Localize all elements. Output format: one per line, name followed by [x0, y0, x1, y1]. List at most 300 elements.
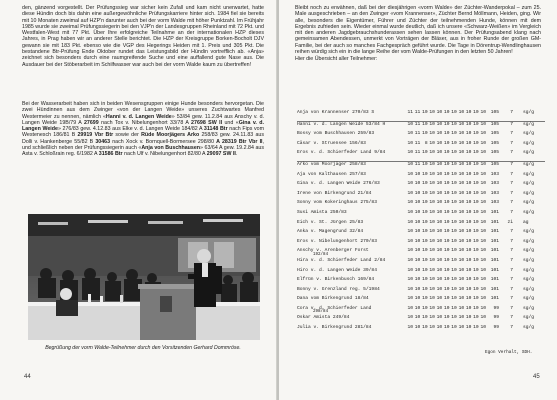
grade-cell: sg/g	[523, 296, 535, 302]
total-cell: 103	[490, 171, 499, 177]
score-cell: 10	[443, 248, 450, 254]
participant-name: Oskar Amista 249/84	[297, 315, 350, 321]
total-cell: 105	[490, 150, 499, 156]
table-row	[297, 150, 545, 160]
score-cell: 10	[465, 286, 472, 292]
prize-cell: 7	[510, 161, 513, 167]
score-cell: 10	[443, 286, 450, 292]
score-cell: 10	[422, 131, 428, 137]
total-cell: 101	[490, 296, 499, 302]
score-cell: 10	[422, 315, 428, 321]
total-cell: 105	[490, 161, 499, 167]
prize-cell: 7	[510, 286, 513, 292]
table-row	[297, 181, 545, 191]
score-cell: 10	[443, 140, 450, 146]
score-cell: 10	[480, 161, 486, 167]
score-cell: 10	[422, 150, 428, 156]
total-cell: 103	[490, 190, 499, 196]
prize-cell: 7	[510, 267, 513, 273]
score-cell: 10	[473, 229, 479, 235]
score-cell: 10	[458, 209, 465, 215]
score-cell: 10	[465, 277, 472, 283]
score-cell: 10	[451, 257, 457, 263]
text-span: » 53/84 gew. 11.2.84 aus Anschy v. d. Langen Weide 19B/79 A	[22, 113, 264, 126]
score-cell: 10	[436, 229, 443, 235]
total-cell: 99	[493, 315, 499, 321]
score-cell: 10	[465, 248, 472, 254]
prize-cell: zi	[507, 219, 513, 225]
score-cell: 10	[436, 181, 443, 187]
grade-cell: sg/g	[523, 200, 535, 206]
score-cell: 10	[436, 286, 443, 292]
score-cell: 10	[458, 200, 465, 206]
total-cell: 101	[490, 229, 499, 235]
score-cell: 10	[436, 161, 443, 167]
table-row	[297, 239, 545, 249]
score-cell: 10	[465, 171, 472, 177]
reg-number: 29097 SW II	[206, 151, 236, 158]
table-row	[297, 268, 545, 278]
score-cell: 10	[429, 296, 435, 302]
table-row	[297, 141, 545, 151]
score-cell: 10	[422, 190, 428, 196]
score-cell: 10	[422, 171, 428, 177]
score-cell: 10	[480, 267, 486, 273]
score-cell: 10	[422, 209, 428, 215]
reg-number: 29919 Vbr Btr	[77, 132, 114, 139]
participant-reg: 192/84	[313, 252, 329, 257]
grade-cell: sg/g	[523, 305, 535, 311]
table-row	[297, 277, 545, 287]
prize-cell: 7	[510, 121, 513, 127]
score-cell: 10	[429, 131, 435, 137]
score-cell: 10	[443, 277, 450, 283]
score-cell: 10	[458, 121, 465, 127]
score-cell: 10	[436, 248, 443, 254]
score-cell: 10	[473, 248, 479, 254]
participant-name: Anschy v. Arenberger Forst	[297, 248, 369, 254]
table-row	[297, 315, 545, 325]
photo-image	[28, 214, 260, 340]
grade-cell: sg/g	[523, 248, 535, 254]
participant-name: Dana vom Birkengrund 18/84	[297, 296, 369, 302]
score-cell: 10	[465, 131, 472, 137]
score-cell: 10	[473, 267, 479, 273]
prize-cell: 7	[510, 190, 513, 196]
score-cell: 10	[422, 248, 428, 254]
score-cell: 10	[429, 315, 435, 321]
author-signature: Egon Verhalt, SDH.	[485, 350, 533, 355]
score-cell: 10	[465, 325, 472, 331]
participant-name: Eich v. St. Jürgen 25/83	[297, 219, 364, 225]
score-cell: 10	[436, 296, 443, 302]
text-span: nach Ulf v. Nibelungenhort 82/80 A	[122, 151, 207, 158]
score-cell: 10	[414, 267, 421, 273]
grade-cell: sg/g	[523, 171, 535, 177]
grade-cell: sg/g	[523, 325, 535, 331]
paragraph-water-work	[22, 101, 264, 158]
score-cell: 10	[422, 257, 428, 263]
score-cell: 10	[436, 171, 443, 177]
score-cell: 10	[414, 257, 421, 263]
grade-cell: sg/g	[523, 267, 535, 273]
table-row	[297, 191, 545, 201]
score-cell: 10	[480, 181, 486, 187]
prize-cell: 7	[510, 248, 513, 254]
score-cell: 10	[480, 315, 486, 321]
paragraph-prize-winner: den, gänzend vorgestellt. Der Prüfungssieg war sicher kein Zufall und kam nicht unerwartet, hatte diese Hündin doch bis dahin eine außergewöhnliche Prüfungskarriere hinter sich. 1984 fiel sie bereits mit 10 Monaten zweimal auf HZP'n darunter auch bei der vorm Walde mit höher Punktzahl. Im Frühjahr 1985 wurde sie zweimal Prüfungssiegerin bei den VJP'n der Landesgruppen Rheinland mit 72 Pkt. und Westfalen-West mit 77 Pkt. Über Ihre erfolgreiche Teilnahme an der internationalen HZP dieses Jahres, in Prag haben wir an anderer Stelle berichtet. Die HZP der Kreisgruppe Borken-Bocholt DJV gewann sie mit 183 Pkt. ebenso wie die VGP des Hegerings Heiden mit 1. Preis und 305 Pkt. Die bestandene Btr-Prüfung Ende Oktober rundet das Leistungsbild der Hündin vortrefflich ab. «Anja» zeichnet sich besonders durch eine raumgreifende Suche und eine auffallend gute Nase aus. Die Ausdauer bei der Stöberarbeit im Schilfwasser war auch bei der vorm Walde kaum zu übertreffen!	[22, 5, 264, 68]
score-cell: 10	[473, 171, 479, 177]
table-row	[297, 121, 545, 132]
table-row	[297, 161, 545, 172]
total-cell: 105	[490, 140, 499, 146]
score-cell: 10	[414, 229, 421, 235]
reg-number: A 28319 Btr Vbr II	[216, 138, 263, 145]
score-cell: 10	[422, 181, 428, 187]
participants-table	[297, 110, 545, 335]
score-cell: 10	[443, 229, 450, 235]
score-cell: 10	[465, 267, 472, 273]
score-cell: 10	[473, 150, 479, 156]
score-cell: 10	[473, 190, 479, 196]
text-span: » 63/64 A gew. 19.2.84 aus Asta v. Schloßrain reg. 6/1982 A	[22, 145, 264, 158]
grade-cell: sg/g	[523, 150, 535, 156]
score-cell: 10	[414, 296, 421, 302]
score-cell: 10	[443, 209, 450, 215]
score-cell: 10	[473, 315, 479, 321]
score-cell: 10	[458, 150, 465, 156]
prize-cell: 7	[510, 325, 513, 331]
score-cell: 10	[473, 181, 479, 187]
prize-cell: 7	[510, 277, 513, 283]
participant-name: Elfrün v. Birkenbusch 169/84	[297, 277, 375, 283]
score-cell: 10	[436, 219, 443, 225]
score-cell: 10	[458, 305, 465, 311]
total-cell: 101	[490, 257, 499, 263]
score-cell: 8	[424, 140, 428, 146]
score-cell: 10	[473, 110, 479, 115]
reg-number: 30463	[95, 138, 111, 145]
score-cell: 10	[443, 190, 450, 196]
text-span: 258/83 gew. 24.11.83 aus Dolli v. Hankenberge 55/82 B	[22, 132, 265, 145]
score-cell: 10	[451, 131, 457, 137]
photo-caption: Begrüßung der vorm Walde-Teilnehmer durch den Vorsitzenden Gerhard Dommröse.	[45, 345, 241, 351]
score-cell: 10	[407, 171, 413, 177]
score-cell: 10	[429, 248, 435, 254]
prize-cell: 7	[510, 150, 513, 156]
score-cell: 10	[451, 229, 457, 235]
dog-name: Hanni v. d. Langen Weide	[105, 113, 172, 120]
score-cell: 10	[443, 161, 450, 167]
score-cell: 10	[429, 267, 435, 273]
score-cell: 10	[480, 305, 486, 311]
right-page	[279, 0, 557, 400]
dog-name: Gina v. d. Langen Weide	[22, 119, 265, 133]
score-cell: 10	[407, 277, 413, 283]
grade-cell: sg/g	[523, 277, 535, 283]
participant-name: Julia v. Birkengrund 281/84	[297, 325, 372, 331]
score-cell: 10	[422, 161, 428, 167]
score-cell: 10	[451, 161, 457, 167]
score-cell: 10	[414, 200, 421, 206]
water-work-text	[22, 101, 264, 158]
participant-name: Arko vom Moorjäger 258/83	[297, 161, 366, 167]
table-row	[297, 258, 545, 268]
score-cell: 10	[465, 140, 472, 146]
score-cell: 10	[407, 150, 413, 156]
score-cell: 10	[407, 296, 413, 302]
score-cell: 10	[473, 200, 479, 206]
reg-number: 27699	[83, 119, 99, 126]
score-cell: 10	[429, 286, 435, 292]
score-cell: 10	[480, 150, 486, 156]
score-cell: 10	[436, 277, 443, 283]
prize-cell: 7	[510, 238, 513, 244]
participant-name: Susi Amista 250/83	[297, 209, 347, 215]
score-cell: 10	[407, 257, 413, 263]
score-cell: 10	[458, 286, 465, 292]
table-row	[297, 325, 545, 335]
grade-cell: sg/g	[523, 286, 535, 292]
prize-cell: 7	[510, 110, 513, 115]
score-cell: 11	[407, 110, 413, 115]
score-cell: 10	[407, 140, 413, 146]
score-cell: 10	[480, 200, 486, 206]
score-cell: 10	[429, 171, 435, 177]
reg-number: 31148 Btr	[203, 126, 228, 133]
score-cell: 10	[465, 161, 472, 167]
score-cell: 10	[465, 219, 472, 225]
total-cell: 101	[490, 277, 499, 283]
score-cell: 10	[473, 219, 479, 225]
score-cell: 10	[429, 121, 435, 127]
score-cell: 10	[480, 286, 486, 292]
table-row	[297, 172, 545, 182]
table-row	[297, 210, 545, 220]
score-cell: 10	[451, 325, 457, 331]
score-cell: 10	[443, 315, 450, 321]
participant-name: Anka v. Magengrund 32/84	[297, 229, 364, 235]
score-cell: 10	[443, 305, 450, 311]
score-cell: 10	[443, 219, 450, 225]
prize-cell: 7	[510, 296, 513, 302]
score-cell: 10	[458, 325, 465, 331]
grade-cell: sg/g	[523, 257, 535, 263]
score-cell: 10	[436, 325, 443, 331]
score-cell: 10	[451, 110, 457, 115]
score-cell: 10	[429, 181, 435, 187]
score-cell: 10	[473, 286, 479, 292]
score-cell: 10	[429, 161, 435, 167]
score-cell: 10	[465, 200, 472, 206]
grade-cell: sg/g	[523, 209, 535, 215]
score-cell: 10	[407, 248, 413, 254]
score-cell: 10	[422, 229, 428, 235]
score-cell: 10	[451, 238, 457, 244]
score-cell: 10	[429, 200, 435, 206]
score-cell: 10	[473, 140, 479, 146]
score-cell: 10	[451, 200, 457, 206]
grade-cell: sg/g	[523, 140, 535, 146]
score-cell: 10	[443, 171, 450, 177]
table-row	[297, 200, 545, 210]
total-cell: 103	[490, 200, 499, 206]
score-cell: 10	[465, 257, 472, 263]
score-cell: 10	[451, 267, 457, 273]
participant-name: Eros v. Nibelungenhort 270/83	[297, 238, 377, 244]
score-cell: 10	[451, 140, 457, 146]
prize-cell: 7	[510, 171, 513, 177]
score-cell: 10	[443, 267, 450, 273]
score-cell: 10	[436, 315, 443, 321]
participant-name: Irene von Birkengrund 21/84	[297, 190, 372, 196]
grade-cell: sg/g	[523, 315, 535, 321]
score-cell: 10	[480, 248, 486, 254]
score-cell: 10	[443, 200, 450, 206]
score-cell: 10	[458, 296, 465, 302]
score-cell: 10	[480, 190, 486, 196]
event-photo	[28, 214, 260, 340]
intro-text	[22, 5, 264, 68]
score-cell: 10	[436, 110, 443, 115]
participant-reg: 298/84	[313, 310, 329, 315]
score-cell: 10	[414, 286, 421, 292]
score-cell: 10	[407, 229, 413, 235]
score-cell: 10	[480, 325, 486, 331]
score-cell: 10	[422, 200, 428, 206]
score-cell: 10	[451, 150, 457, 156]
score-cell: 10	[480, 238, 486, 244]
score-cell: 10	[443, 150, 450, 156]
grade-cell: sg/g	[523, 110, 535, 115]
score-cell: 10	[443, 110, 450, 115]
score-cell: 10	[465, 150, 472, 156]
score-cell: 10	[451, 209, 457, 215]
score-cell: 10	[480, 140, 486, 146]
text-span: Bei der Wasserarbeit haben sich in beiden Wesensgruppen einige Hunde besonders hervorgetan. Die zwei Hündinnen aus dem Zwinger «von der Langen Weide» unseres Zuchtwartes Manfred Westermeier zu nennen, nämlich «	[22, 101, 264, 120]
total-cell: 101	[490, 248, 499, 254]
grade-cell: ag	[523, 219, 529, 225]
prize-cell: 7	[510, 229, 513, 235]
score-cell: 10	[451, 315, 457, 321]
score-cell: 10	[451, 181, 457, 187]
participant-name: Anja von Krannenser 270/83 S	[297, 110, 375, 115]
prize-cell: 7	[510, 200, 513, 206]
text-span: und «	[222, 119, 239, 126]
score-cell: 10	[414, 181, 421, 187]
score-cell: 10	[407, 200, 413, 206]
grade-cell: sg/g	[523, 121, 535, 127]
score-cell: 10	[465, 238, 472, 244]
table-row	[297, 220, 545, 230]
score-cell: 10	[407, 181, 413, 187]
score-cell: 10	[407, 219, 413, 225]
total-cell: 101	[490, 267, 499, 273]
score-cell: 10	[443, 296, 450, 302]
participant-name: Sonny vom Kokeringhaus 275/83	[297, 200, 377, 206]
score-cell: 10	[451, 286, 457, 292]
score-cell: 10	[473, 257, 479, 263]
prize-cell: 7	[510, 181, 513, 187]
participant-name: Cäsar v. Struensee 156/83	[297, 140, 366, 146]
score-cell: 10	[407, 161, 413, 167]
grade-cell: sg/g	[523, 181, 535, 187]
score-cell: 10	[473, 238, 479, 244]
score-cell: 10	[414, 305, 421, 311]
score-cell: 10	[414, 190, 421, 196]
score-cell: 10	[429, 219, 435, 225]
grade-cell: sg/g	[523, 131, 535, 137]
participant-name: Eros v. d. Schierfeder Land 9/84	[297, 150, 386, 156]
score-cell: 10	[407, 190, 413, 196]
score-cell: 10	[465, 305, 472, 311]
score-cell: 10	[436, 121, 443, 127]
score-cell: 10	[473, 277, 479, 283]
score-cell: 10	[473, 305, 479, 311]
score-cell: 10	[422, 219, 428, 225]
score-cell: 10	[414, 248, 421, 254]
score-cell: 10	[465, 121, 472, 127]
score-cell: 10	[443, 121, 450, 127]
participant-name: Bonny v. Grenzland reg. 5/1984	[297, 286, 380, 292]
score-cell: 10	[407, 315, 413, 321]
table-row	[297, 110, 545, 120]
score-cell: 10	[407, 286, 413, 292]
score-cell: 10	[465, 315, 472, 321]
score-cell: 10	[480, 229, 486, 235]
score-cell: 10	[480, 209, 486, 215]
score-cell: 10	[458, 131, 465, 137]
score-cell: 10	[465, 110, 472, 115]
score-cell: 10	[451, 121, 457, 127]
score-cell: 10	[436, 200, 443, 206]
text-span: , und schließlich neben der Prüfungssiegerin auch «	[22, 138, 265, 152]
participant-name: Hira v. d. Schierfeder Land 2/84	[297, 257, 386, 263]
prize-cell: 7	[510, 305, 513, 311]
score-cell: 10	[436, 305, 443, 311]
score-cell: 10	[458, 267, 465, 273]
score-cell: 10	[443, 238, 450, 244]
score-cell: 10	[407, 238, 413, 244]
score-cell: 10	[473, 131, 479, 137]
total-cell: 103	[490, 181, 499, 187]
score-cell: 11	[414, 161, 421, 167]
score-cell: 10	[443, 131, 450, 137]
prize-cell: 7	[510, 140, 513, 146]
score-cell: 10	[422, 267, 428, 273]
score-cell: 10	[407, 209, 413, 215]
score-cell: 10	[451, 248, 457, 254]
grade-cell: sg/g	[523, 161, 535, 167]
text-span: » 276/83 gew. 4.12.83 aus Elke v. d. Langen Weide 184/82 A	[57, 126, 204, 133]
score-cell: 10	[414, 315, 421, 321]
table-row	[297, 248, 545, 258]
score-cell: 11	[414, 121, 421, 127]
total-cell: 99	[493, 305, 499, 311]
page-number-left: 44	[24, 374, 31, 380]
score-cell: 10	[473, 296, 479, 302]
score-cell: 10	[458, 315, 465, 321]
prize-cell: 7	[510, 257, 513, 263]
prize-cell: 7	[510, 131, 513, 137]
text-span: nach Tox v. Nibelungenhort 33/78 A	[98, 119, 192, 126]
participant-name: Aja von Kalthausen 257/83	[297, 171, 366, 177]
grade-cell: sg/g	[523, 238, 535, 244]
score-cell: 10	[480, 131, 486, 137]
score-cell: 10	[422, 277, 428, 283]
score-cell: 10	[429, 277, 435, 283]
score-cell: 10	[451, 190, 457, 196]
